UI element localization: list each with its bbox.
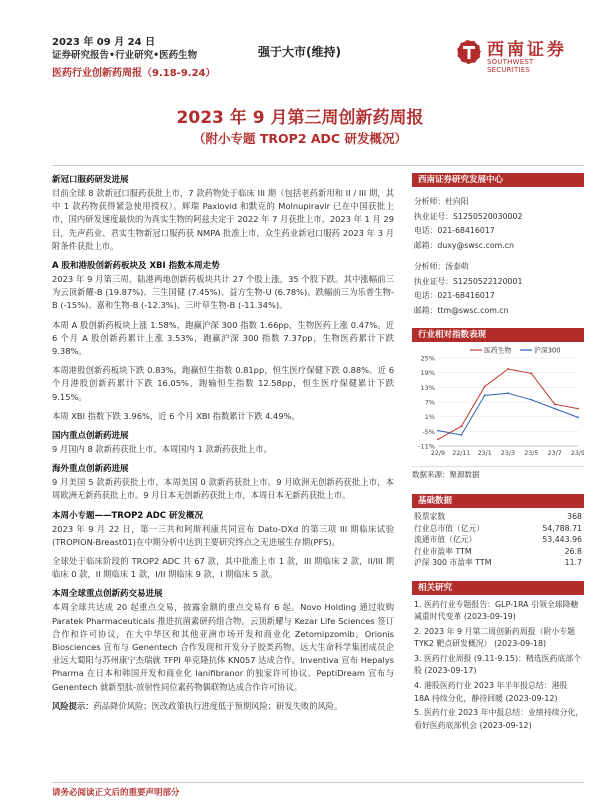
data-point: [530, 399, 532, 401]
x-tick-label: 23/1: [477, 450, 492, 457]
y-tick-label: 13%: [420, 383, 435, 392]
section-paragraph: 本周 XBI 指数下跌 3.96%，近 6 个月 XBI 指数累计下跌 4.49%。: [52, 410, 300, 421]
data-point: [554, 408, 556, 410]
section-domestic: [52, 429, 394, 456]
section-heading: 海外重点创新药进展: [52, 464, 129, 475]
y-tick-label: 19%: [420, 369, 435, 378]
chart-source: 数据来源：聚源数据: [412, 470, 480, 479]
basic-value: 53,443.96: [542, 535, 582, 544]
x-tick-label: 23/7: [547, 450, 562, 457]
section-overseas: [52, 462, 394, 502]
basic-value: 26.8: [564, 546, 582, 556]
report-date: 2023 年 09 月 24 日: [52, 37, 156, 48]
data-point: [554, 403, 556, 405]
x-tick-label: 23/5: [524, 450, 539, 457]
title-divider: [52, 165, 584, 166]
section-deals: [52, 587, 394, 693]
basic-label: 流通市值（亿元）: [414, 535, 477, 544]
data-point: [484, 395, 486, 397]
basic-value: 368: [567, 512, 582, 521]
section-paragraph: 9 月国内 8 款新药获批上市，本周国内 1 款新药获批上市。: [52, 444, 272, 455]
section-heading: 新冠口服药研发进展: [52, 175, 129, 185]
section-market-trend: [52, 259, 394, 423]
section-heading: 国内重点创新药进展: [52, 431, 129, 442]
section-topic: [52, 509, 394, 582]
analyst-name: 分析师：杜向阳: [414, 197, 469, 206]
footer-divider: [52, 782, 584, 783]
chart-svg: [412, 342, 584, 462]
related-item[interactable]: 1. 医药行业专题报告：GLP-1RA 引领全球降糖减重时代变革 (2023-09-19): [414, 599, 579, 622]
logo-name-en: SOUTHWEST SECURITIES: [487, 58, 534, 74]
basic-label: 行业市盈率 TTM: [414, 546, 472, 556]
related-item[interactable]: 4. 港股医药行业 2023 年半年报总结：港股 18A 持续分化，静待回暖 (2023-09-12): [414, 681, 568, 703]
analyst-block: [412, 195, 584, 253]
data-point: [530, 373, 532, 375]
basic-label: 股票家数: [414, 512, 446, 521]
basic-value: 54,788.71: [542, 523, 582, 533]
risk-text: 药品降价风险；医改政策执行进度低于预期风险；研发失败的风险。: [93, 700, 343, 711]
risk-warning: [52, 700, 394, 713]
chart-title: 行业相对指数表现: [412, 328, 584, 342]
related-title: 相关研究: [412, 581, 584, 595]
y-tick-label: 25%: [420, 354, 435, 363]
team-title: 西南证券研究发展中心: [412, 173, 584, 187]
related-item[interactable]: 2. 2023 年 9 月第二周创新药周报（附小专题 TYK2 靶点研发概况） (2023-09-18): [414, 626, 576, 649]
section-paragraph: 2023 年 9 月 22 日，第一三共和阿斯利康共同宣布 Dato-DXd 的第三项 III 期临床试验(TROPION-Breast01)在中期分析中达到主要研究终点之无进展生存期(PFS)。: [52, 523, 394, 547]
data-point: [460, 425, 462, 427]
series-line-1: [438, 393, 578, 435]
section-paragraph: 本周港股创新药板块下跌 0.83%，跑赢恒生指数 0.81pp，恒生医疗保健下跌 0.88%。近 6 个月港股创新药累计下跌 16.05%，跑输恒生指数 12.58pp，恒生医疗保健累计下跌 9.15%。: [52, 365, 394, 402]
table-row: [412, 534, 584, 546]
table-row: [412, 523, 584, 535]
logo-mark-icon: [455, 37, 483, 67]
x-tick-label: 23/3: [500, 450, 516, 457]
data-point: [437, 439, 439, 441]
legend-label: 医药生物: [484, 346, 512, 355]
table-row: [412, 546, 584, 558]
y-tick-label: -11%: [418, 442, 435, 451]
y-tick-label: -5%: [422, 427, 435, 436]
related-list: [412, 599, 584, 733]
report-title: 2023 年 9 月第三周创新药周报: [176, 108, 424, 128]
data-point: [507, 392, 509, 394]
series-line-0: [438, 369, 578, 439]
analyst-phone: 电话：021-68416017: [414, 291, 495, 300]
footer-disclaimer: 请务必阅读正文后的重要声明部分: [52, 788, 180, 798]
section-heading: 本周小专题——TROP2 ADC 研发概况: [52, 510, 204, 521]
main-column: [52, 173, 394, 719]
basic-label: 行业总市值（亿元）: [414, 523, 485, 533]
relative-index-chart: [412, 342, 584, 467]
legend-label: 沪深300: [534, 346, 561, 355]
section-paragraph: 9 月美国 5 款新药获批上市，本周美国 0 款新药获批上市。9 月欧洲无创新药获批上市，本周欧洲无新药获批上市。9 月日本无创新药获批上市，本周日本无新药获批上市。: [52, 477, 394, 501]
data-point: [437, 430, 439, 432]
related-item[interactable]: 5. 医药行业 2023 年中报总结：业绩持续分化，看好医药底部机会 (2023-09-12): [414, 708, 584, 730]
y-tick-label: 7%: [424, 398, 435, 407]
data-point: [577, 417, 579, 419]
section-heading: A 股和港股创新药板块及 XBI 指数本周走势: [52, 261, 220, 272]
data-point: [507, 368, 509, 370]
section-heading: 本周全球重点创新药交易进展: [52, 589, 163, 600]
analyst-cert: 执业证号：S1250522120001: [414, 276, 523, 286]
x-tick-label: 22/9: [430, 450, 446, 457]
table-row: [412, 511, 584, 523]
data-point: [460, 434, 462, 436]
section-covid-oral: [52, 173, 394, 253]
report-series: 医药行业创新药周报（9.18-9.24）: [52, 68, 216, 79]
related-item[interactable]: 3. 医药行业周报 (9.11-9.15)：精选医药底部个股 (2023-09-17): [414, 653, 582, 676]
x-tick-label: 23/9: [570, 450, 584, 457]
section-paragraph: 全球处于临床阶段的 TROP2 ADC 共 67 款，其中批准上市 1 款，III 期临床 2 款，II/III 期临床 0 款，II 期临床 1 款，I/II 期临床 9 款，I 期临床 5 款。: [52, 556, 394, 580]
rating: 强于大市(维持): [258, 45, 341, 59]
section-paragraph: 2023 年 9 月第三周，陆港两地创新药板块共计 27 个股上涨，35 个股下跌。其中涨幅前三为云顶新耀-B (19.87%)、三生国健 (7.45%)、益方生物-U (6.78%)。跌幅前三为乐普生物-B (-15%)、嘉和生物-B (-12.3%)、三叶草生物-B (-11.34%)。: [52, 274, 394, 311]
x-tick-label: 22/11: [452, 450, 471, 457]
report-type: 证券研究报告•行业研究•医药生物: [52, 50, 198, 61]
sidebar: [412, 173, 584, 734]
table-row: [412, 557, 584, 569]
basic-value: 11.7: [564, 558, 582, 567]
data-point: [577, 408, 579, 410]
section-paragraph: 本周 A 股创新药板块上涨 1.58%，跑赢沪深 300 指数 1.66pp，生物医药上涨 0.47%。近 6 个月 A 股创新药累计上涨 3.53%，跑赢沪深 300 指数 7.37pp，生物医药累计下跌 9.38%。: [52, 319, 394, 357]
analyst-phone: 电话：021-68416017: [414, 226, 495, 235]
analyst-email[interactable]: 邮箱：duxy@swsc.com.cn: [414, 240, 514, 250]
section-paragraph: 目前全球 8 款新冠口服药获批上市，7 款药物处于临床 III 期（包括老药新用和 II / III 期，其中 1 款药物获得紧急使用授权）。辉瑞 Paxlovid 和默克的 Molnupiravir 已在中国获批上市，国内研发速度最快的为真实生物的阿兹夫定于 2022 年 7 月获批上市。2023 年 1 月 29 日，先声药业、君实生物新冠口服药获 NMPA 批准上市，众生药业新冠口服药 2023 年 3 月附条件获批上市。: [52, 188, 394, 251]
analyst-block: [412, 260, 584, 318]
analyst-email[interactable]: 邮箱：ttm@swsc.com.cn: [414, 305, 509, 315]
analyst-cert: 执业证号：S1250520030002: [414, 211, 523, 221]
risk-label: 风险提示：: [52, 700, 94, 711]
y-tick-label: 1%: [424, 413, 435, 422]
logo-name-cn: 西南证券: [487, 40, 567, 60]
data-point: [484, 386, 486, 388]
section-paragraph: 本周全球共达成 20 起重点交易，披露金额的重点交易有 6 起。Novo Holding 通过收购 Paratek Pharmaceuticals 推进抗菌素研药组合物。云顶新耀与 Kezar Life Sciences 签订合作和许可协议，在大中华区和其他亚洲市场开发和商业化 Zetomipzomib。Orionis Biosciences 宣布与 Genentech 合作发现和开发分子胶类药物。远大生命科学集团成员企业远大蜀阳与苏州康宁杰瑞就 TFPI 单克隆抗体 KN057 达成合作。Inventiva 宣布 Hepalys Pharma 在日本和韩国开发和商业化 lanifibranor 的独家许可协议。PeptiDream 宣布与 Genentech 就新型肽-放射性同位素药物偶联物达成合作许可协议。: [52, 602, 394, 692]
report-subtitle: （附小专题 TROP2 ADC 研发概况）: [193, 131, 407, 146]
basic-data-table: [412, 511, 584, 569]
company-logo: [455, 33, 575, 73]
basic-data-title: 基础数据: [412, 494, 584, 508]
analyst-name: 分析师：汤泰萌: [414, 262, 469, 271]
basic-label: 沪深 300 市盈率 TTM: [414, 558, 492, 567]
